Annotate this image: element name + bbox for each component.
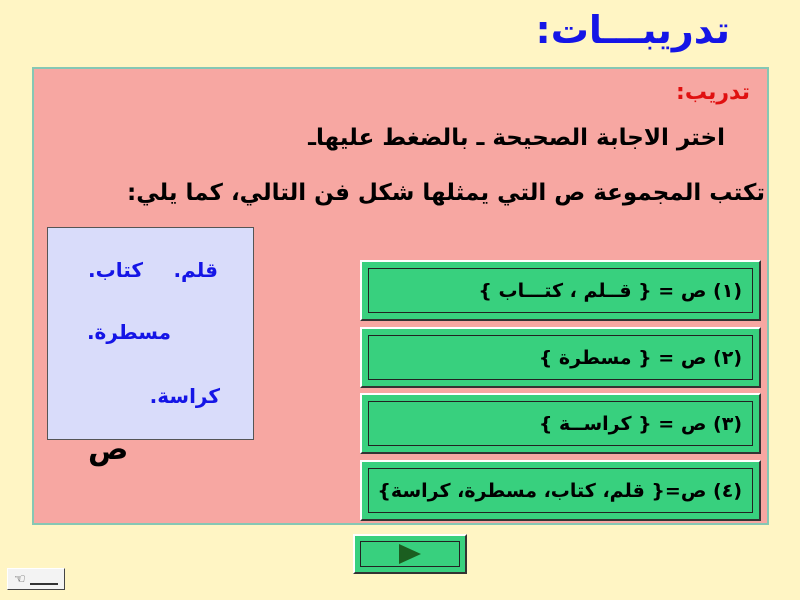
option-2-button[interactable] (360, 327, 761, 388)
next-button[interactable] (353, 534, 467, 574)
set-element-mistara: مسطرة. (86, 320, 171, 344)
option-3-label: (٣) ص = { كراســة } (538, 412, 742, 435)
instruction-text: اختر الاجابة الصحيحة ـ بالضغط عليهاـ (308, 125, 725, 151)
set-element-kurrasa: كراسة. (149, 384, 220, 408)
hand-pointer-icon: ☜ (14, 571, 26, 587)
option-3-button[interactable] (360, 393, 761, 454)
option-2-label: (٢) ص = { مسطرة } (538, 346, 742, 369)
option-4-button[interactable] (360, 460, 761, 521)
set-element-qalam: قلم. (173, 258, 218, 282)
back-underline (30, 583, 58, 585)
venn-diagram-box (47, 227, 254, 440)
set-element-kitab: كتاب. (88, 258, 143, 282)
set-name-label: ص (88, 432, 129, 467)
option-4-label: (٤) ص={ قلم، كتاب، مسطرة، كراسة} (377, 479, 742, 502)
exercise-label: تدريب: (676, 80, 750, 105)
play-triangle-icon (399, 544, 421, 564)
question-text: تكتب المجموعة ص التي يمثلها شكل فن التالي، كما يلي: (127, 180, 765, 206)
back-button[interactable] (7, 568, 65, 590)
option-1-label: (١) ص = { قــلم ، كتـــاب } (478, 279, 742, 302)
page-title: تدريبـــات: (535, 8, 730, 52)
option-1-button[interactable] (360, 260, 761, 321)
